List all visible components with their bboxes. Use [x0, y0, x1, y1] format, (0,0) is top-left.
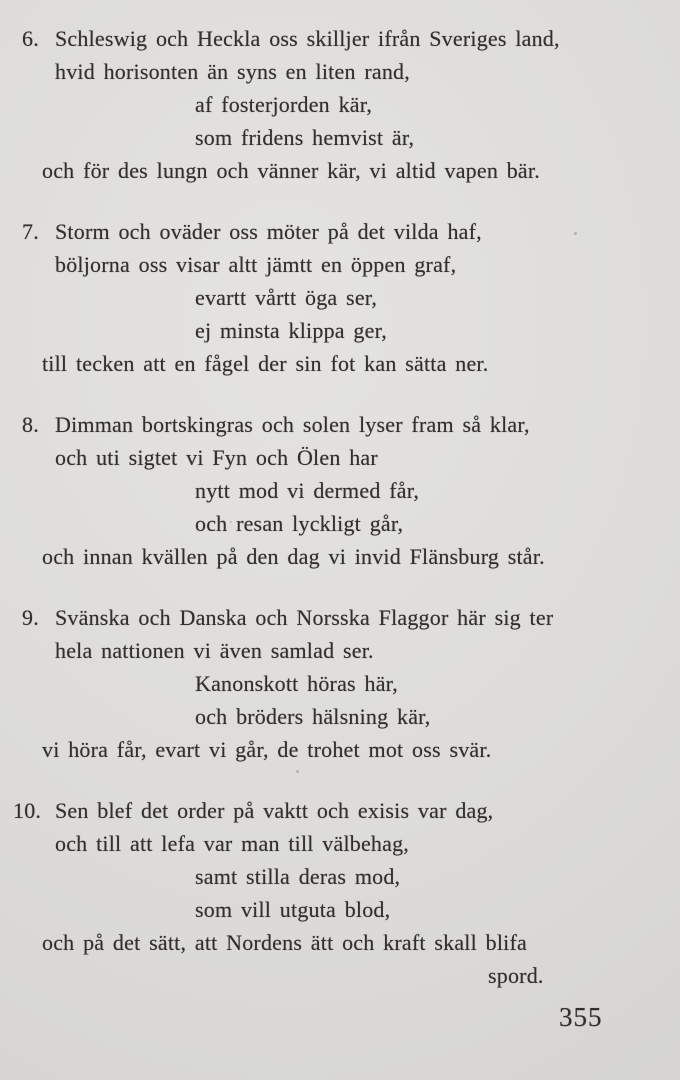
verse-line-overflow: spord.: [488, 963, 544, 988]
verse-10: [0, 794, 680, 992]
verse-line: ej minsta klippa ger,: [195, 318, 387, 343]
verse-line: och för des lungn och vänner kär, vi altid vapen bär.: [42, 158, 540, 183]
verse-number: 6.: [22, 26, 39, 51]
verse-line: Storm och oväder oss möter på det vilda haf,: [55, 219, 482, 244]
verse-line: Kanonskott höras här,: [195, 671, 399, 696]
verse-line: samt stilla deras mod,: [195, 864, 401, 889]
verse-number: 9.: [22, 605, 39, 630]
verse-number: 7.: [22, 219, 39, 244]
scan-speck: [296, 770, 299, 773]
verse-line: af fosterjorden kär,: [195, 92, 373, 117]
verse-7: [0, 215, 680, 380]
verse-line: och innan kvällen på den dag vi invid Flänsburg står.: [42, 544, 545, 569]
verse-line: Schleswig och Heckla oss skilljer ifrån Sveriges land,: [55, 26, 560, 51]
verse-line: och till att lefa var man till välbehag,: [55, 831, 409, 856]
scan-speck: [574, 232, 577, 235]
verse-line: vi höra får, evart vi går, de trohet mot oss svär.: [42, 737, 492, 762]
verse-line: nytt mod vi dermed får,: [195, 478, 420, 503]
verse-line: som fridens hemvist är,: [195, 125, 415, 150]
verse-line: och uti sigtet vi Fyn och Ölen har: [55, 445, 378, 470]
verse-line: och resan lyckligt går,: [195, 511, 404, 536]
verse-line: Sen blef det order på vaktt och exisis var dag,: [55, 798, 494, 823]
verse-8: [0, 408, 680, 573]
verse-9: [0, 601, 680, 766]
verse-line: och bröders hälsning kär,: [195, 704, 431, 729]
verse-line: och på det sätt, att Nordens ätt och kraft skall blifa: [42, 930, 527, 955]
verse-line: evartt vårtt öga ser,: [195, 285, 378, 310]
verse-line: Svänska och Danska och Norsska Flaggor här sig ter: [55, 605, 554, 630]
verse-number: 8.: [22, 412, 39, 437]
verse-number: 10.: [13, 798, 42, 823]
verse-line: till tecken att en fågel der sin fot kan sätta ner.: [42, 351, 489, 376]
scan-speck: [230, 521, 232, 523]
verse-line: Dimman bortskingras och solen lyser fram så klar,: [55, 412, 530, 437]
verse-line: hvid horisonten än syns en liten rand,: [55, 59, 410, 84]
page-number: 355: [559, 1002, 603, 1032]
verse-line: böljorna oss visar altt jämtt en öppen graf,: [55, 252, 457, 277]
verse-line: hela nattionen vi även samlad ser.: [55, 638, 374, 663]
verse-6: [0, 22, 680, 187]
verse-line: som vill utguta blod,: [195, 897, 391, 922]
